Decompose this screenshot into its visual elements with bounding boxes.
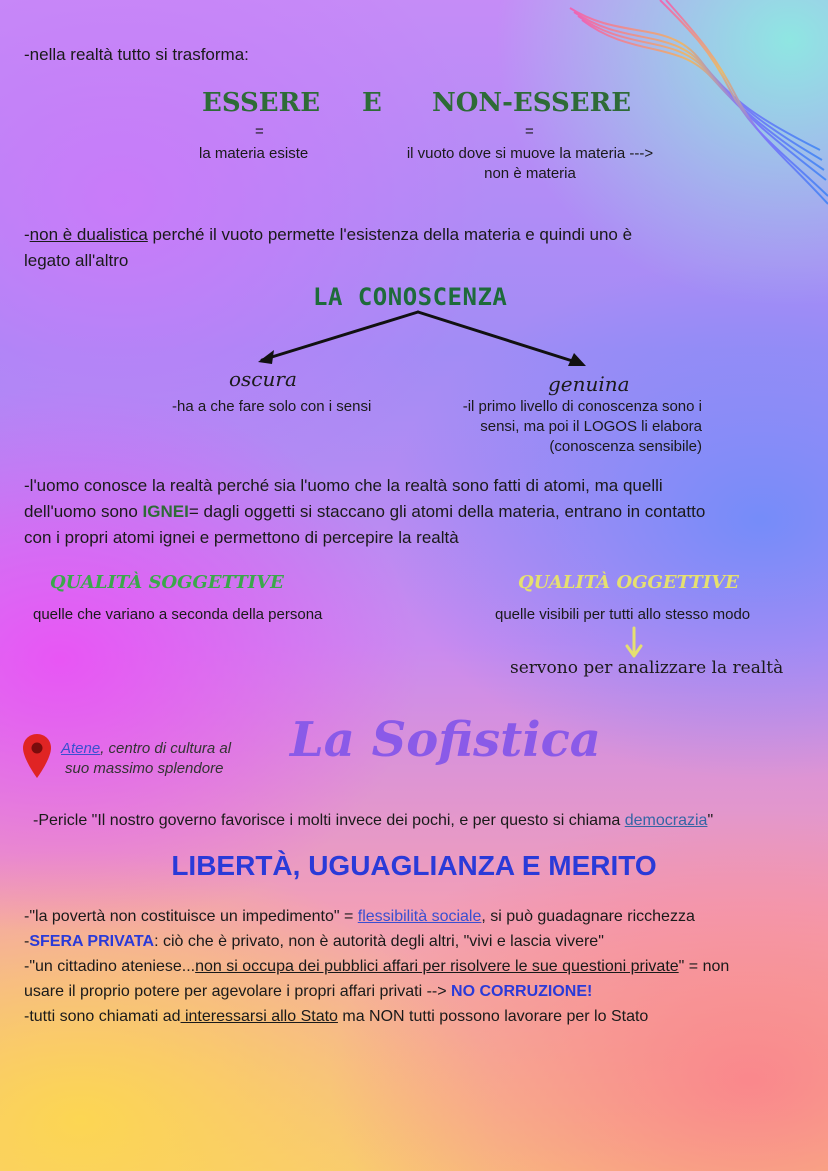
oscura-label: oscura <box>229 367 297 391</box>
genuina-label: genuina <box>548 372 630 396</box>
intro-text: -nella realtà tutto si trasforma: <box>24 45 249 64</box>
liberta-line-1: -"la povertà non costituisce un impedimento" = flessibilità sociale, si può guadagnare ricchezza <box>24 908 695 925</box>
liberta-line-5: -tutti sono chiamati ad interessarsi allo Stato ma NON tutti possono lavorare per lo Stato <box>24 1008 649 1025</box>
liberta-title: LIBERTÀ, UGUAGLIANZA E MERITO <box>171 850 657 881</box>
qualita-oggettive-desc: quelle visibili per tutti allo stesso modo <box>495 606 751 623</box>
qualita-oggettive-use: servono per analizzare la realtà <box>510 658 784 678</box>
conoscenza-title: LA CONOSCENZA <box>313 283 508 311</box>
ignei-keyword: IGNEI <box>142 502 189 521</box>
equals-right: = <box>525 123 534 140</box>
vuoto-def: il vuoto dove si muove la materia ---> non è materia <box>406 145 654 182</box>
liberta-line-4: usare il proprio potere per agevolare i propri affari privati --> NO CORRUZIONE! <box>24 983 593 1000</box>
flessibilita-link[interactable]: flessibilità sociale <box>357 908 482 925</box>
equals-left: = <box>255 123 264 140</box>
map-pin-icon <box>22 733 52 779</box>
down-arrow-icon <box>624 626 644 660</box>
pericle-quote: -Pericle "Il nostro governo favorisce i molti invece dei pochi, e per questo si chiama democrazia" <box>33 812 714 829</box>
dualismo-paragraph: -non è dualistica perché il vuoto permette l'esistenza della materia e quindi uno è legato all'altro <box>24 225 633 270</box>
conoscenza-arrows <box>250 308 595 370</box>
liberta-line-3: -"un cittadino ateniese...non si occupa dei pubblici affari per risolvere le sue questioni private" = non <box>24 958 730 975</box>
oscura-desc: -ha a che fare solo con i sensi <box>172 398 372 415</box>
democrazia-link[interactable]: democrazia <box>624 812 708 829</box>
essere-word: ESSERE <box>202 88 321 118</box>
genuina-desc: -il primo livello di conoscenza sono i sensi, ma poi il LOGOS li elabora (conoscenza sensibile) <box>462 398 702 455</box>
qualita-soggettive-title: QUALITÀ SOGGETTIVE <box>50 572 284 593</box>
uomo-paragraph: -l'uomo conosce la realtà perché sia l'uomo che la realtà sono fatti di atomi, ma quelli dell'uomo sono IGNEI= dagli oggetti si staccano gli atomi della materia, entrano in contatto con i propri atomi ignei e permettono di percepire la realtà <box>24 476 706 547</box>
conj-e: E <box>362 88 382 118</box>
liberta-line-2: -SFERA PRIVATA: ciò che è privato, non è autorità degli altri, "vivi e lascia vivere" <box>24 933 604 950</box>
qualita-soggettive-desc: quelle che variano a seconda della persona <box>33 606 323 623</box>
atene-link[interactable]: Atene <box>61 740 101 757</box>
non-essere-word: NON-ESSERE <box>432 88 632 118</box>
liberta-list <box>24 904 824 1029</box>
atene-note: Atene, centro di cultura al suo massimo splendore <box>61 740 232 777</box>
materia-esiste: la materia esiste <box>199 145 309 162</box>
qualita-oggettive-title: QUALITÀ OGGETTIVE <box>518 572 739 593</box>
sofistica-title: La Sofistica <box>290 712 601 768</box>
essere-heading <box>202 88 320 118</box>
